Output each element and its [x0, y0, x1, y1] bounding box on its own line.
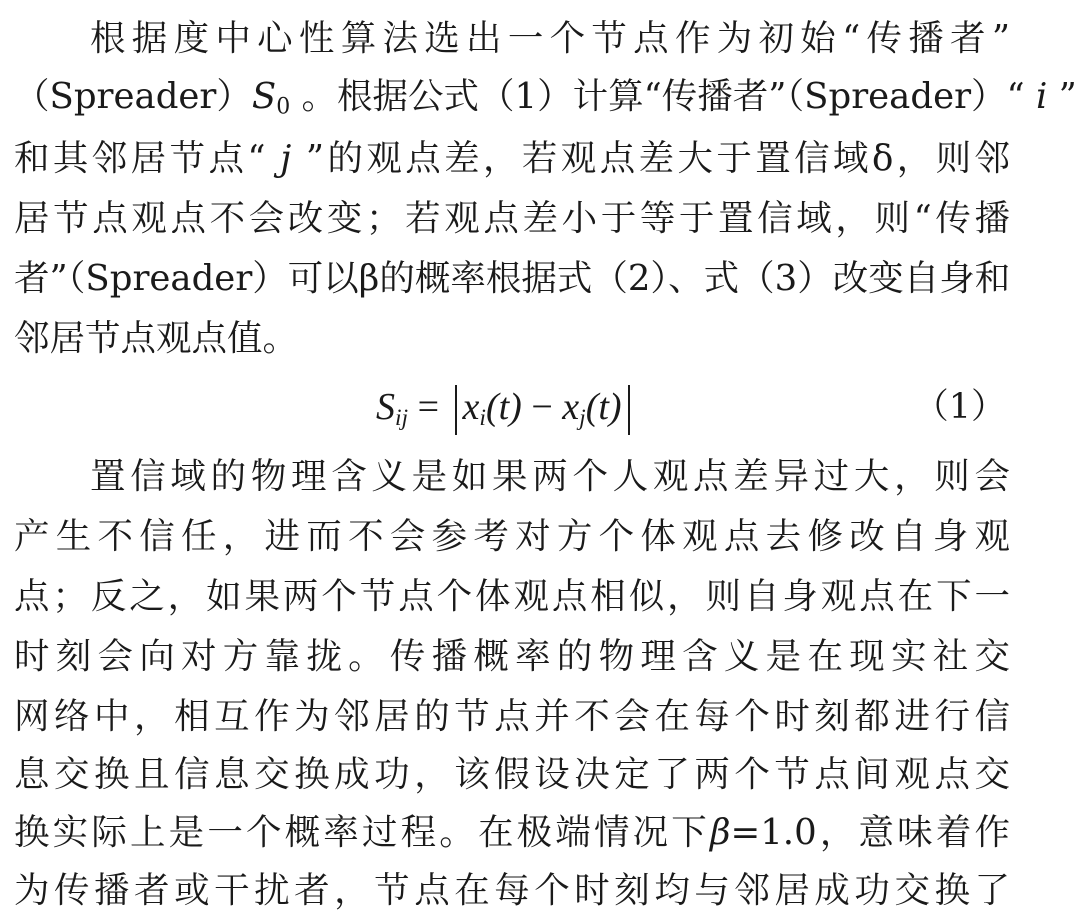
paragraph-2-line-1: 置信域的物理含义是如果两个人观点差异过大，则会	[90, 456, 1010, 497]
text-segment: =1.0，意味着作	[730, 812, 1010, 853]
text-segment: （Spreader）	[14, 76, 252, 117]
text-segment: 换实际上是一个概率过程。在极端情况下	[14, 812, 710, 853]
formula-lhs: S	[376, 386, 395, 428]
equation-number: （1）	[913, 387, 1006, 427]
paragraph-2-line-5: 网络中，相互作为邻居的节点并不会在每个时刻都进行信	[14, 696, 1010, 737]
paragraph-2-line-3: 点；反之，如果两个节点个体观点相似，则自身观点在下一	[14, 576, 1010, 617]
paragraph-2-line-2: 产生不信任，进而不会参考对方个体观点去修改自身观	[14, 516, 1010, 557]
paragraph-2-line-6: 息交换且信息交换成功，该假设决定了两个节点间观点交	[14, 754, 1010, 795]
text-segment: ”	[1047, 76, 1077, 117]
paragraph-1-line-1: 根据度中心性算法选出一个节点作为初始“传播者”	[90, 18, 1010, 59]
abs-bar-right	[628, 385, 630, 435]
formula-x-i-subscript: i	[479, 404, 486, 431]
text-segment: ”的观点差，若观点差大于置信域δ，则邻	[291, 138, 1011, 179]
paragraph-2-line-7	[14, 804, 1010, 862]
formula-equals: =	[408, 386, 449, 428]
formula-t-2: (t)	[585, 386, 622, 428]
equation-1	[0, 372, 1020, 442]
paragraph-1-line-6: 邻居节点观点值。	[14, 318, 299, 359]
symbol-i: i	[1035, 76, 1048, 117]
symbol-j: j	[280, 138, 292, 179]
equation-expression	[376, 378, 636, 436]
symbol-beta: β	[709, 812, 731, 853]
abs-bar-left	[455, 385, 457, 435]
paragraph-1-line-5: 者”（Spreader）可以β的概率根据式（2）、式（3）改变自身和	[14, 258, 1011, 299]
paragraph-2-line-4: 时刻会向对方靠拢。传播概率的物理含义是在现实社交	[14, 636, 1010, 677]
formula-lhs-subscript: ij	[395, 404, 409, 431]
text-segment: 和其邻居节点“	[14, 138, 281, 179]
formula-x-j-subscript: j	[579, 404, 586, 431]
subscript-zero: 0	[276, 94, 291, 120]
paragraph-2-line-8: 为传播者或干扰者，节点在每个时刻均与邻居成功交换了	[14, 870, 1010, 911]
paragraph-1-line-3	[14, 130, 1010, 188]
paragraph-1-line-2	[14, 68, 1077, 126]
formula-t-1: (t)	[485, 386, 522, 428]
paragraph-1-line-4: 居节点观点不会改变；若观点差小于等于置信域，则“传播	[14, 198, 1010, 239]
text-segment: 。根据公式（1）计算“传播者”（Spreader）“	[290, 76, 1036, 117]
formula-x-j: x	[562, 386, 580, 428]
formula-minus: −	[521, 386, 563, 428]
formula-x-i: x	[462, 386, 480, 428]
symbol-s: S	[251, 76, 277, 117]
